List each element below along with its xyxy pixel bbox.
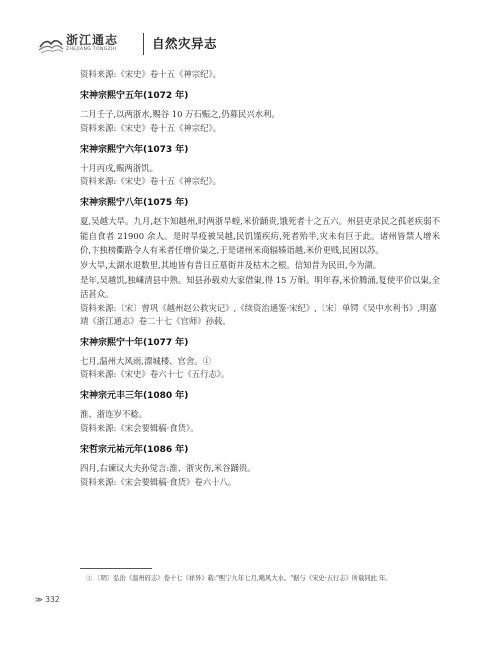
- entry-text: 夏,吴越大旱。九月,赵卞知越州,时两浙旱蝗,米价踊贵,饿死者十之五六。州县吏录民之孤老疾弱不能自食者 21900 余人。是时旱疫被吴越,民饥馑疾疠,死者殆半,灾未有巨于此。诸州皆禁人增米价,卞独榜衢路令人有米者任增价粜之,于是诸州米商辐辏诣越,米价更贱,民困以苏。: [80, 216, 440, 256]
- entry-heading: 宋神宗元丰三年(1080 年): [80, 391, 189, 402]
- entry-text: 四月,右谏议大夫孙觉言:淮、浙灾伤,米谷踊贵。: [80, 462, 256, 473]
- entry-text: 岁大旱,太湖水退数里,其地皆有昔日丘墓街井及枯木之根。信知昔为民田,今为湖。: [80, 259, 382, 270]
- footnote: ① 〔明〕弘治《温州府志》卷十七《祥异》载:"熙宁九年七月,飓风大水。"据与《宋史·五行志》所载同此 年。: [86, 575, 392, 582]
- header-divider: [143, 33, 144, 55]
- source-note: 资料来源:《宋史》卷十五《神宗纪》。: [80, 69, 222, 79]
- entry-heading: 宋神宗熙宁六年(1073 年): [80, 144, 189, 155]
- source-note: 资料来源:〔宋〕曾巩《越州赵公救灾记》,《续资治通鉴·宋纪》,〔宋〕单锷《吴中水利书》,明嘉靖《浙江通志》卷二十七《官师》孙载。: [80, 302, 437, 326]
- section-title: 自然灾异志: [152, 36, 218, 51]
- entry-heading: 宋神宗熙宁八年(1075 年): [80, 198, 189, 209]
- entry-heading: 宋神宗熙宁五年(1072 年): [80, 91, 189, 101]
- footnote-divider: [80, 568, 152, 569]
- entry-text: 是年,吴越饥,独嵊清县中熟。知县孙载劝大家借粜,得 15 万斛。明年春,米价腾涌,复使平价以粜,全活甚众。: [80, 274, 440, 300]
- entry-text: 七月,温州大风雨,漂城楼、官舍。①: [80, 355, 211, 366]
- zhejiang-logo-icon: [38, 32, 64, 54]
- source-note: 资料来源:《宋会要辑稿·食货》卷六十八。: [80, 476, 237, 487]
- source-note: 资料来源:《宋史》卷十五《神宗纪》。: [80, 122, 222, 133]
- page-content: [80, 68, 440, 489]
- entry-text: 十月丙戌,赈两浙饥。: [80, 162, 159, 173]
- page-header: [38, 30, 458, 60]
- logo-subtitle: ZHEJIANG TONGZHI: [66, 47, 117, 52]
- source-note: 资料来源:《宋史》卷十五《神宗纪》。: [80, 176, 222, 187]
- logo-title: 浙江通志: [66, 33, 119, 47]
- source-note: 资料来源:《宋会要辑稿·食货》。: [80, 422, 199, 433]
- page-number: ≫ 332: [35, 595, 60, 604]
- entry-heading: 宋哲宗元祐元年(1086 年): [80, 444, 189, 455]
- entry-heading: 宋神宗熙宁十年(1077 年): [80, 337, 189, 348]
- source-note: 资料来源:《宋史》卷六十七《五行志》。: [80, 369, 230, 380]
- entry-text: 二月壬子,以两浙水,赐谷 10 万石赈之,仍募民兴水利。: [80, 109, 280, 119]
- entry-text: 淮、浙连岁不稔。: [80, 409, 147, 420]
